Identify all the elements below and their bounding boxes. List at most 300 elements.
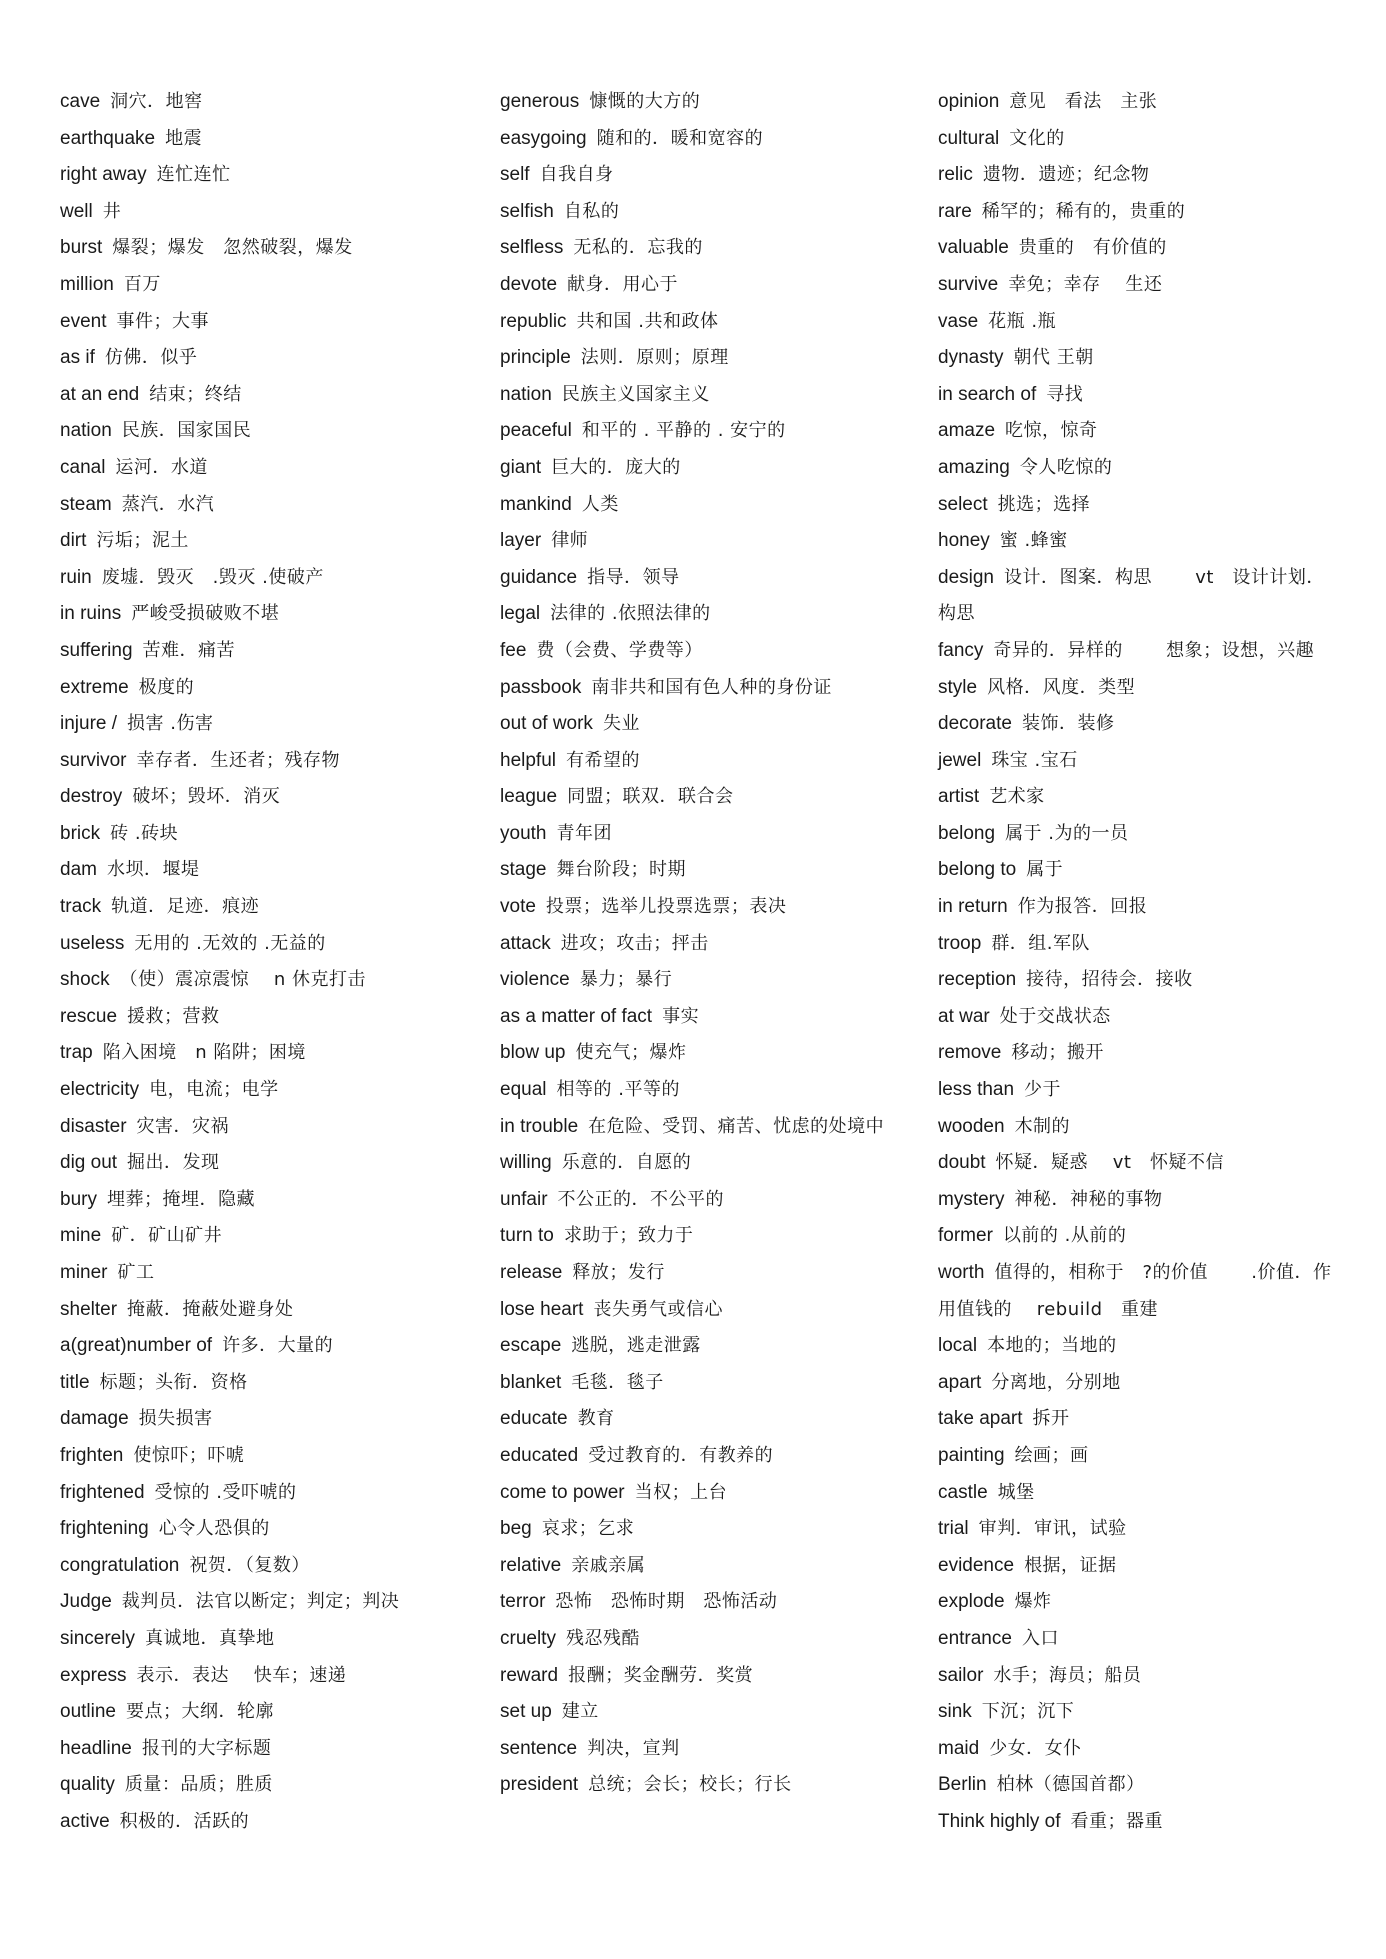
- vocab-word: active: [60, 1810, 110, 1832]
- vocab-definition: 稀罕的；稀有的，贵重的: [981, 200, 1186, 222]
- vocab-entry: [500, 157, 920, 194]
- vocab-definition: 人类: [581, 493, 619, 515]
- vocab-definition: 装饰．装修: [1021, 713, 1115, 735]
- vocab-definition: 心令人恐俱的: [158, 1518, 270, 1540]
- vocab-entry: [60, 560, 480, 597]
- vocab-entry: [500, 1584, 920, 1621]
- vocab-entry: [60, 194, 480, 231]
- vocab-definition: 乐意的．自愿的: [561, 1152, 692, 1174]
- vocab-entry: [500, 121, 920, 158]
- vocab-word: explode: [938, 1591, 1005, 1613]
- vocab-entry: [938, 523, 1333, 560]
- vocab-definition: 作为报答．回报: [1017, 896, 1148, 918]
- vocab-entry: [938, 1255, 1333, 1328]
- vocab-word: nation: [60, 420, 112, 442]
- vocab-entry: [60, 1804, 480, 1841]
- vocab-word: local: [938, 1335, 978, 1357]
- vocab-word: easygoing: [500, 127, 587, 149]
- vocab-definition: 本地的；当地的: [987, 1335, 1117, 1357]
- vocab-word: million: [60, 273, 114, 295]
- vocab-entry: [938, 1475, 1333, 1512]
- vocab-definition: 水手；海员；船员: [993, 1664, 1142, 1686]
- vocab-definition: 文化的: [1009, 127, 1065, 149]
- vocab-word: mystery: [938, 1188, 1005, 1210]
- vocab-word: stage: [500, 859, 547, 881]
- vocab-word: dig out: [60, 1152, 118, 1174]
- vocab-word: amazing: [938, 456, 1010, 478]
- vocab-entry: [60, 1584, 480, 1621]
- vocab-entry: [938, 706, 1333, 743]
- vocab-word: frighten: [60, 1444, 124, 1466]
- vocab-definition: 矿．矿山矿井: [111, 1225, 223, 1247]
- vocab-word: style: [938, 676, 978, 698]
- vocab-word: president: [500, 1774, 579, 1796]
- vocab-definition: 要点；大纲．轮廓: [126, 1701, 274, 1723]
- vocab-word: sincerely: [60, 1627, 135, 1649]
- vocab-definition: 看重；器重: [1070, 1810, 1164, 1832]
- vocab-word: in search of: [938, 383, 1037, 405]
- vocab-word: entrance: [938, 1627, 1012, 1649]
- vocab-entry: [500, 633, 920, 670]
- vocab-word: take apart: [938, 1408, 1023, 1430]
- vocab-word: youth: [500, 822, 547, 844]
- vocab-entry: [938, 560, 1333, 633]
- vocab-entry: [60, 1511, 480, 1548]
- vocab-entry: [938, 377, 1333, 414]
- vocab-word: at an end: [60, 383, 140, 405]
- vocab-definition: 柏林（德国首都）: [996, 1774, 1145, 1796]
- vocab-entry: [938, 962, 1333, 999]
- vocab-entry: [60, 962, 480, 999]
- vocab-definition: 民族主义国家主义: [561, 383, 710, 405]
- vocab-word: outline: [60, 1701, 116, 1723]
- vocab-entry: [938, 999, 1333, 1036]
- vocab-definition: 下沉；沉下: [981, 1701, 1075, 1723]
- vocab-word: in trouble: [500, 1115, 579, 1137]
- vocab-entry: [500, 1475, 920, 1512]
- vocab-entry: [500, 1548, 920, 1585]
- vocab-entry: [500, 999, 920, 1036]
- vocab-definition: 青年团: [556, 822, 612, 844]
- vocab-entry: [60, 304, 480, 341]
- vocab-word: trial: [938, 1518, 969, 1540]
- vocab-column-1: [60, 84, 480, 1841]
- vocab-entry: [500, 1109, 920, 1146]
- vocab-word: former: [938, 1225, 993, 1247]
- vocab-word: congratulation: [60, 1554, 180, 1576]
- vocab-entry: [938, 450, 1333, 487]
- vocab-entry: [938, 84, 1333, 121]
- vocab-definition: 矿工: [117, 1262, 155, 1283]
- vocab-entry: [500, 1401, 920, 1438]
- vocab-word: track: [60, 896, 102, 918]
- vocab-word: layer: [500, 530, 542, 552]
- vocab-entry: [60, 670, 480, 707]
- vocab-entry: [938, 1109, 1333, 1146]
- vocab-definition: 蒸汽．水汽: [121, 493, 215, 515]
- vocab-entry: [938, 304, 1333, 341]
- vocab-definition: 移动；搬开: [1011, 1042, 1104, 1064]
- vocab-definition: 地震: [165, 127, 203, 149]
- vocab-definition: 律师: [551, 530, 589, 552]
- vocab-definition: 舞台阶段；时期: [556, 859, 686, 881]
- vocab-word: set up: [500, 1701, 552, 1723]
- vocab-entry: [60, 1218, 480, 1255]
- vocab-word: rare: [938, 200, 972, 222]
- vocab-word: castle: [938, 1481, 988, 1503]
- vocab-word: apart: [938, 1371, 982, 1393]
- vocab-entry: [938, 1694, 1333, 1731]
- vocab-word: Berlin: [938, 1774, 987, 1796]
- vocab-word: fee: [500, 639, 527, 661]
- vocab-definition: 花瓶 .瓶: [988, 310, 1057, 332]
- vocab-definition: 属于 .为的一员: [1005, 822, 1129, 844]
- vocab-definition: 法则．原则；原理: [580, 347, 729, 369]
- vocab-definition: 裁判员．法官以断定；判定；判决: [121, 1591, 400, 1613]
- vocab-word: helpful: [500, 749, 556, 771]
- vocab-definition: 水坝．堰堤: [106, 859, 200, 881]
- vocab-entry: [60, 1731, 480, 1768]
- vocab-entry: [60, 1438, 480, 1475]
- vocab-word: useless: [60, 932, 125, 954]
- vocab-word: sentence: [500, 1737, 578, 1759]
- vocab-definition: 爆裂；爆发 忽然破裂，爆发: [112, 237, 353, 259]
- vocab-word: burst: [60, 237, 103, 259]
- vocab-entry: [938, 1548, 1333, 1585]
- vocab-entry: [500, 670, 920, 707]
- vocab-definition: 法律的 .依照法律的: [550, 603, 711, 625]
- vocab-entry: [60, 1328, 480, 1365]
- vocab-definition: 费（会费、学费等）: [536, 639, 703, 661]
- vocab-entry: [938, 1584, 1333, 1621]
- vocab-definition: 逃脱，逃走泄露: [571, 1335, 701, 1357]
- vocab-entry: [60, 84, 480, 121]
- vocab-definition: 积极的．活跃的: [119, 1810, 250, 1832]
- vocab-word: doubt: [938, 1152, 986, 1174]
- vocab-word: right away: [60, 164, 147, 186]
- vocab-word: shock: [60, 969, 110, 991]
- vocab-entry: [500, 1658, 920, 1695]
- vocab-entry: [500, 267, 920, 304]
- vocab-entry: [938, 779, 1333, 816]
- vocab-entry: [60, 1694, 480, 1731]
- vocab-entry: [500, 1035, 920, 1072]
- vocab-definition: 掩蔽．掩蔽处避身处: [127, 1298, 294, 1320]
- vocab-entry: [938, 816, 1333, 853]
- vocab-definition: 仿佛．似乎: [104, 347, 198, 369]
- vocab-entry: [938, 1621, 1333, 1658]
- vocab-definition: 群．组.军队: [991, 932, 1091, 954]
- vocab-definition: 风格．风度．类型: [987, 676, 1136, 698]
- vocab-entry: [938, 1804, 1333, 1841]
- vocab-definition: 质量：品质；胜质: [124, 1774, 273, 1796]
- vocab-entry: [60, 779, 480, 816]
- vocab-definition: 贵重的 有价值的: [1018, 237, 1167, 259]
- vocab-word: cultural: [938, 127, 1000, 149]
- vocab-definition: 真诚地．真挚地: [144, 1627, 275, 1649]
- vocab-definition: 和平的 . 平静的 . 安宁的: [581, 420, 786, 442]
- vocab-word: brick: [60, 822, 101, 844]
- vocab-entry: [500, 1182, 920, 1219]
- vocab-word: as if: [60, 347, 95, 369]
- vocab-word: in ruins: [60, 603, 122, 625]
- vocab-definition: 吃惊，惊奇: [1005, 420, 1098, 442]
- vocab-definition: 运河．水道: [115, 456, 208, 478]
- vocab-definition: 奇异的．异样的 想象；设想，兴趣: [993, 639, 1315, 661]
- vocab-word: educated: [500, 1444, 579, 1466]
- vocab-definition: 求助于；致力于: [563, 1225, 694, 1247]
- vocab-word: design: [938, 566, 994, 588]
- vocab-entry: [500, 560, 920, 597]
- vocab-word: frightening: [60, 1518, 149, 1540]
- vocab-definition: 灾害．灾祸: [136, 1115, 230, 1137]
- vocab-entry: [500, 523, 920, 560]
- vocab-entry: [60, 1621, 480, 1658]
- vocab-entry: [938, 1072, 1333, 1109]
- vocab-word: suffering: [60, 639, 133, 661]
- vocab-definition: 神秘．神秘的事物: [1014, 1188, 1163, 1210]
- vocab-definition: 寻找: [1046, 383, 1084, 405]
- vocab-definition: 当权；上台: [634, 1481, 728, 1503]
- vocab-entry: [938, 1145, 1333, 1182]
- vocab-word: self: [500, 164, 530, 186]
- vocab-word: electricity: [60, 1079, 140, 1101]
- vocab-entry: [500, 1621, 920, 1658]
- vocab-entry: [500, 377, 920, 414]
- vocab-word: frightened: [60, 1481, 145, 1503]
- vocab-entry: [60, 706, 480, 743]
- vocab-entry: [500, 413, 920, 450]
- vocab-word: earthquake: [60, 127, 156, 149]
- vocab-definition: 投票；选举儿投票选票；表决: [545, 896, 787, 918]
- vocab-entry: [938, 230, 1333, 267]
- vocab-entry: [500, 1365, 920, 1402]
- vocab-definition: 极度的: [138, 676, 195, 698]
- vocab-word: extreme: [60, 676, 129, 698]
- vocab-definition: 南非共和国有色人种的身份证: [591, 676, 832, 698]
- vocab-entry: [500, 194, 920, 231]
- vocab-definition: 怀疑．疑惑 vt 怀疑不信: [995, 1152, 1224, 1174]
- vocab-entry: [938, 633, 1333, 670]
- vocab-word: ruin: [60, 566, 92, 588]
- vocab-definition: 陷入困境 n 陷阱；困境: [102, 1042, 306, 1064]
- vocab-definition: 许多．大量的: [222, 1335, 334, 1357]
- vocab-word: unfair: [500, 1188, 548, 1210]
- vocab-entry: [500, 1255, 920, 1292]
- vocab-definition: 无用的 .无效的 .无益的: [134, 932, 326, 954]
- vocab-entry: [938, 1182, 1333, 1219]
- vocab-word: remove: [938, 1042, 1002, 1064]
- vocab-word: relative: [500, 1554, 562, 1576]
- vocab-definition: 判决，宣判: [587, 1737, 680, 1759]
- vocab-word: dirt: [60, 530, 87, 552]
- vocab-entry: [60, 230, 480, 267]
- vocab-word: belong to: [938, 859, 1017, 881]
- vocab-definition: 进攻；攻击；抨击: [560, 932, 709, 954]
- vocab-definition: 总统；会长；校长；行长: [588, 1774, 792, 1796]
- vocab-definition: 废墟．毁灭 .毁灭 .使破产: [101, 566, 324, 588]
- vocab-entry: [938, 1365, 1333, 1402]
- vocab-definition: 艺术家: [989, 786, 1045, 808]
- vocab-entry: [938, 340, 1333, 377]
- vocab-definition: 报刊的大字标题: [141, 1737, 272, 1759]
- vocab-word: sailor: [938, 1664, 984, 1686]
- vocab-definition: 令人吃惊的: [1019, 456, 1113, 478]
- vocab-word: reception: [938, 969, 1017, 991]
- vocab-word: at war: [938, 1005, 990, 1027]
- vocab-entry: [938, 1658, 1333, 1695]
- vocab-word: mankind: [500, 493, 572, 515]
- vocab-entry: [60, 1292, 480, 1329]
- vocab-entry: [60, 523, 480, 560]
- vocab-word: guidance: [500, 566, 578, 588]
- vocab-word: jewel: [938, 749, 982, 771]
- vocab-word: blow up: [500, 1042, 566, 1064]
- vocab-word: passbook: [500, 676, 582, 698]
- vocab-entry: [500, 1438, 920, 1475]
- vocab-entry: [500, 1731, 920, 1768]
- vocab-word: principle: [500, 347, 571, 369]
- vocab-entry: [60, 157, 480, 194]
- vocab-word: valuable: [938, 237, 1009, 259]
- vocab-entry: [500, 230, 920, 267]
- vocab-definition: 绘画；画: [1014, 1444, 1089, 1466]
- vocab-word: cruelty: [500, 1627, 556, 1649]
- vocab-word: rescue: [60, 1005, 118, 1027]
- vocab-word: quality: [60, 1774, 115, 1796]
- vocab-definition: 亲戚亲属: [571, 1554, 646, 1576]
- vocab-entry: [60, 1767, 480, 1804]
- vocab-word: shelter: [60, 1298, 118, 1320]
- vocab-entry: [60, 1145, 480, 1182]
- vocab-definition: 蜜 .蜂蜜: [999, 530, 1068, 552]
- vocab-definition: 有希望的: [566, 749, 640, 771]
- vocab-definition: 损害 .伤害: [127, 713, 214, 735]
- vocab-entry: [938, 157, 1333, 194]
- vocab-entry: [500, 743, 920, 780]
- vocab-definition: 失业: [602, 713, 640, 735]
- vocab-entry: [60, 377, 480, 414]
- vocab-word: opinion: [938, 91, 1000, 112]
- vocab-entry: [60, 1072, 480, 1109]
- vocab-word: beg: [500, 1518, 532, 1540]
- vocab-word: less than: [938, 1079, 1015, 1101]
- vocab-word: reward: [500, 1664, 559, 1686]
- vocab-entry: [500, 1218, 920, 1255]
- vocab-definition: 随和的．暖和宽容的: [596, 127, 764, 149]
- vocab-definition: 巨大的．庞大的: [551, 456, 681, 478]
- vocab-entry: [938, 889, 1333, 926]
- vocab-entry: [500, 340, 920, 377]
- vocab-entry: [938, 1511, 1333, 1548]
- vocab-entry: [60, 1401, 480, 1438]
- vocab-entry: [60, 743, 480, 780]
- vocab-definition: 恐怖 恐怖时期 恐怖活动: [555, 1591, 778, 1613]
- vocab-definition: 根据，证据: [1024, 1554, 1117, 1576]
- vocab-entry: [938, 194, 1333, 231]
- vocab-word: express: [60, 1664, 127, 1686]
- vocab-entry: [500, 1694, 920, 1731]
- vocab-definition: 处于交战状态: [999, 1005, 1111, 1027]
- vocab-definition: 损失损害: [138, 1408, 213, 1430]
- vocab-definition: 指导．领导: [587, 566, 680, 588]
- vocab-word: republic: [500, 310, 567, 332]
- vocab-definition: 建立: [561, 1701, 599, 1723]
- vocab-entry: [60, 633, 480, 670]
- vocab-column-2: [500, 84, 920, 1804]
- vocab-definition: 幸免；幸存 生还: [1008, 273, 1163, 295]
- vocab-definition: 轨道．足迹．痕迹: [111, 896, 260, 918]
- vocab-word: belong: [938, 822, 996, 844]
- vocab-word: giant: [500, 456, 542, 478]
- vocab-definition: 意见 看法 主张: [1009, 91, 1158, 112]
- vocab-definition: 遗物．遗迹；纪念物: [982, 164, 1150, 186]
- vocab-entry: [938, 487, 1333, 524]
- vocab-word: come to power: [500, 1481, 625, 1503]
- vocab-entry: [500, 1072, 920, 1109]
- vocab-entry: [938, 121, 1333, 158]
- vocab-definition: 献身．用心于: [567, 273, 679, 295]
- vocab-definition: 破坏；毁坏．消灭: [132, 786, 281, 808]
- vocab-definition: 城堡: [997, 1481, 1035, 1503]
- vocab-word: painting: [938, 1444, 1005, 1466]
- vocab-word: dynasty: [938, 347, 1004, 369]
- vocab-word: lose heart: [500, 1298, 584, 1320]
- vocab-entry: [938, 852, 1333, 889]
- vocab-entry: [500, 1145, 920, 1182]
- vocab-word: willing: [500, 1152, 552, 1174]
- vocab-definition: 入口: [1021, 1627, 1059, 1649]
- vocab-word: educate: [500, 1408, 568, 1430]
- vocab-entry: [938, 267, 1333, 304]
- vocab-word: miner: [60, 1262, 108, 1283]
- vocab-entry: [60, 889, 480, 926]
- vocab-definition: 结束；终结: [149, 383, 242, 405]
- vocab-definition: 暴力；暴行: [579, 969, 673, 991]
- vocab-entry: [60, 852, 480, 889]
- vocab-definition: 爆炸: [1014, 1591, 1052, 1613]
- vocab-word: artist: [938, 786, 980, 808]
- vocab-word: wooden: [938, 1115, 1005, 1137]
- vocab-definition: （使）震凉震惊 n 休克打击: [119, 969, 366, 991]
- vocab-entry: [500, 1511, 920, 1548]
- vocab-definition: 受惊的 .受吓唬的: [154, 1481, 297, 1503]
- vocab-word: bury: [60, 1188, 97, 1210]
- vocab-definition: 珠宝 .宝石: [991, 749, 1078, 771]
- vocab-definition: 不公正的．不公平的: [557, 1188, 725, 1210]
- vocab-entry: [938, 670, 1333, 707]
- vocab-entry: [500, 852, 920, 889]
- vocab-definition: 共和国 .共和政体: [576, 310, 719, 332]
- vocab-entry: [60, 1255, 480, 1292]
- vocab-word: select: [938, 493, 988, 515]
- vocab-definition: 相等的 .平等的: [556, 1079, 680, 1101]
- vocab-word: well: [60, 200, 93, 222]
- vocab-definition: 自我自身: [539, 164, 614, 186]
- vocab-entry: [500, 596, 920, 633]
- vocab-definition: 毛毯．毯子: [571, 1371, 664, 1393]
- vocab-word: destroy: [60, 786, 123, 808]
- vocab-entry: [60, 1658, 480, 1695]
- vocab-definition: 在危险、受罚、痛苦、忧虑的处境中: [588, 1115, 885, 1137]
- vocab-entry: [500, 304, 920, 341]
- vocab-word: canal: [60, 456, 106, 478]
- vocab-entry: [500, 1767, 920, 1804]
- vocab-entry: [938, 413, 1333, 450]
- vocab-word: violence: [500, 969, 570, 991]
- vocab-definition: 慷慨的大方的: [589, 91, 701, 112]
- vocab-word: as a matter of fact: [500, 1005, 653, 1027]
